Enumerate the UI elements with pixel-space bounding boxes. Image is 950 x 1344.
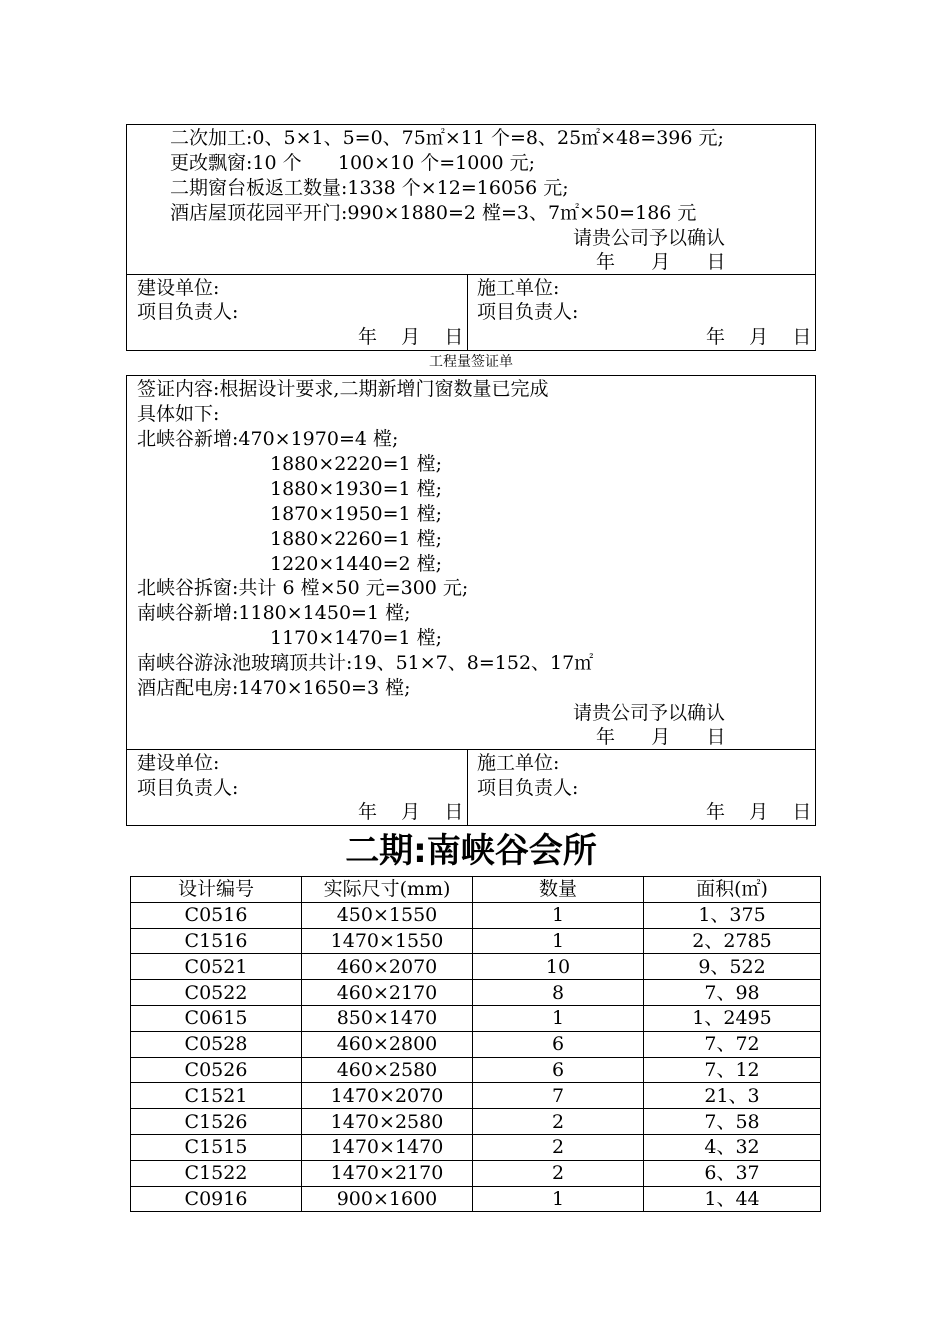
header-design-code: 设计编号 [131,877,302,903]
cell-code: C0516 [131,902,302,928]
cell-area: 1、2495 [644,1005,821,1031]
cell-code: C1522 [131,1160,302,1186]
cell-quantity: 1 [473,1186,644,1212]
visa1-confirm: 请贵公司予以确认 [573,227,726,249]
cell-quantity: 6 [473,1057,644,1083]
cell-size: 1470×1470 [302,1134,473,1160]
cell-quantity: 1 [473,902,644,928]
cell-area: 4、32 [644,1134,821,1160]
table-row [131,1083,821,1109]
table-row [131,1134,821,1160]
cell-code: C0528 [131,1031,302,1057]
cell-area: 1、44 [644,1186,821,1212]
visa2-line-8: 1220×1440=2 樘; [270,553,443,575]
table-row [131,1109,821,1135]
visa1-line-4: 酒店屋顶花园平开门:990×1880=2 樘=3、7㎡×50=186 元 [170,202,697,224]
cell-size: 460×2170 [302,980,473,1006]
table-row [131,1005,821,1031]
visa1-line-3: 二期窗台板返工数量:1338 个×12=16056 元; [170,177,569,199]
cell-size: 1470×1550 [302,928,473,954]
header-quantity: 数量 [473,877,644,903]
cell-area: 7、58 [644,1109,821,1135]
cell-area: 2、2785 [644,928,821,954]
cell-quantity: 6 [473,1031,644,1057]
visa1-contractor-person: 项目负责人: [477,301,579,323]
visa2-line-2: 具体如下: [137,403,220,425]
table-row [131,1160,821,1186]
visa2-line-3: 北峡谷新增:470×1970=4 樘; [137,428,399,450]
cell-quantity: 8 [473,980,644,1006]
cell-size: 900×1600 [302,1186,473,1212]
visa2-line-4: 1880×2220=1 樘; [270,453,443,475]
cell-size: 460×2070 [302,954,473,980]
cell-quantity: 7 [473,1083,644,1109]
visa2-line-6: 1870×1950=1 樘; [270,503,443,525]
cell-area: 1、375 [644,902,821,928]
cell-quantity: 10 [473,954,644,980]
visa2-client-unit: 建设单位: [137,752,220,774]
visa2-contractor-person: 项目负责人: [477,777,579,799]
visa2-line-9: 北峡谷拆窗:共计 6 樘×50 元=300 元; [137,577,469,599]
cell-quantity: 1 [473,928,644,954]
cell-quantity: 2 [473,1109,644,1135]
visa2-client-person: 项目负责人: [137,777,239,799]
cell-size: 1470×2070 [302,1083,473,1109]
cell-code: C1515 [131,1134,302,1160]
visa1-client-date: 年 月 日 [358,326,464,348]
cell-area: 7、12 [644,1057,821,1083]
cell-size: 850×1470 [302,1005,473,1031]
cell-area: 7、98 [644,980,821,1006]
cell-area: 21、3 [644,1083,821,1109]
visa2-divider [126,749,816,750]
visa1-date: 年 月 日 [596,251,726,273]
visa1-divider [126,274,816,275]
visa2-contractor-unit: 施工单位: [477,752,560,774]
cell-code: C0526 [131,1057,302,1083]
visa2-line-1: 签证内容:根据设计要求,二期新增门窗数量已完成 [137,378,549,400]
visa2-line-11: 1170×1470=1 樘; [270,627,443,649]
cell-area: 6、37 [644,1160,821,1186]
table-row [131,902,821,928]
header-area: 面积(㎡) [644,877,821,903]
visa-caption: 工程量签证单 [429,354,513,370]
table-row [131,1031,821,1057]
visa2-confirm: 请贵公司予以确认 [573,702,726,724]
table-row [131,928,821,954]
page-title: 二期:南峡谷会所 [345,831,597,871]
header-actual-size: 实际尺寸(mm) [302,877,473,903]
visa1-client-person: 项目负责人: [137,301,239,323]
visa2-column-divider [467,749,468,826]
visa2-date: 年 月 日 [596,726,726,748]
cell-size: 1470×2170 [302,1160,473,1186]
visa2-contractor-date: 年 月 日 [706,801,812,823]
cell-code: C0521 [131,954,302,980]
table-row [131,954,821,980]
visa2-client-date: 年 月 日 [358,801,464,823]
cell-area: 7、72 [644,1031,821,1057]
cell-code: C1516 [131,928,302,954]
cell-size: 1470×2580 [302,1109,473,1135]
visa2-line-13: 酒店配电房:1470×1650=3 樘; [137,677,411,699]
cell-quantity: 2 [473,1160,644,1186]
cell-code: C0916 [131,1186,302,1212]
cell-code: C0522 [131,980,302,1006]
cell-size: 450×1550 [302,902,473,928]
visa1-line-2: 更改飘窗:10 个 100×10 个=1000 元; [170,152,535,174]
table-row [131,1186,821,1212]
table-row [131,980,821,1006]
cell-code: C1526 [131,1109,302,1135]
visa2-line-10: 南峡谷新增:1180×1450=1 樘; [137,602,411,624]
cell-code: C1521 [131,1083,302,1109]
table-header-row [131,877,821,903]
window-spec-table [130,876,821,1212]
cell-code: C0615 [131,1005,302,1031]
cell-size: 460×2580 [302,1057,473,1083]
visa2-line-7: 1880×2260=1 樘; [270,528,443,550]
visa1-contractor-date: 年 月 日 [706,326,812,348]
table-row [131,1057,821,1083]
visa1-column-divider [467,274,468,351]
visa1-contractor-unit: 施工单位: [477,277,560,299]
cell-quantity: 1 [473,1005,644,1031]
cell-size: 460×2800 [302,1031,473,1057]
visa1-line-1: 二次加工:0、5×1、5=0、75㎡×11 个=8、25㎡×48=396 元; [170,127,724,149]
visa2-line-5: 1880×1930=1 樘; [270,478,443,500]
cell-quantity: 2 [473,1134,644,1160]
cell-area: 9、522 [644,954,821,980]
visa1-client-unit: 建设单位: [137,277,220,299]
visa2-line-12: 南峡谷游泳池玻璃顶共计:19、51×7、8=152、17㎡ [137,652,594,674]
